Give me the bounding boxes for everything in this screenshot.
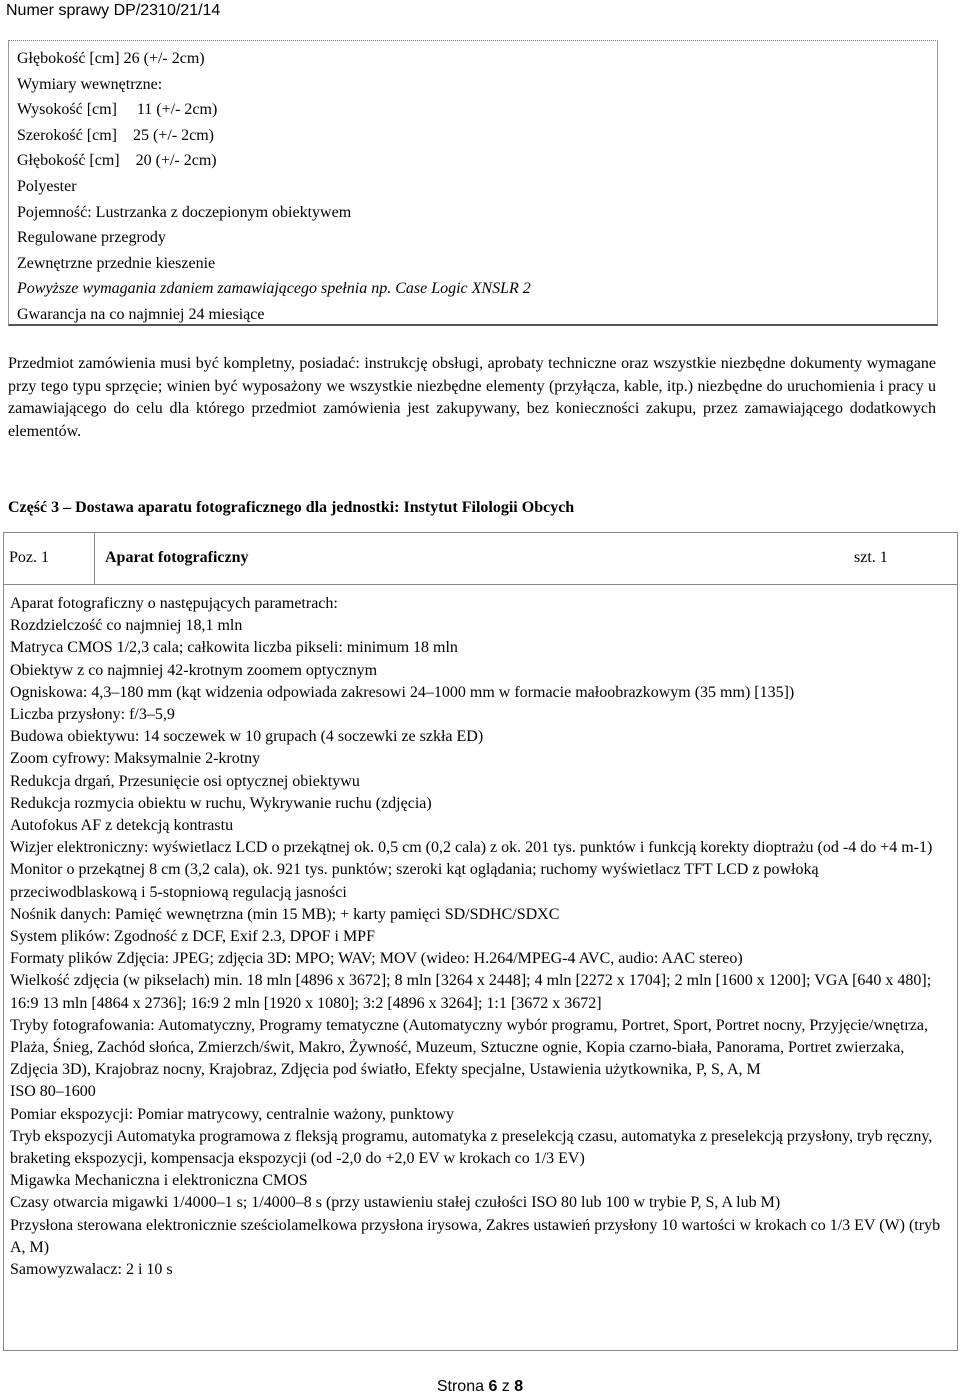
camera-spec-line: Autofokus AF z detekcją kontrastu <box>10 817 234 835</box>
position-quantity: szt. 1 <box>854 549 888 566</box>
camera-spec-line: Czasy otwarcia migawki 1/4000–1 s; 1/4000–8 s (przy ustawieniu stałej czułości ISO 80 lub 100 w trybie P, S, A lub M) <box>10 1194 781 1212</box>
camera-spec-line: Obiektyw z co najmniej 42-krotnym zoomem optycznym <box>10 661 378 679</box>
camera-spec-line: Przysłona sterowana elektronicznie sześciolamelkowa przysłona irysowa, Zakres ustawień przysłony 10 wartości w krokach co 1/3 EV (W) (tryb A, M) <box>10 1216 941 1256</box>
camera-spec-line: Redukcja drgań, Przesunięcie osi optycznej obiektywu <box>10 772 360 790</box>
camera-spec-line: Migawka Mechaniczna i elektroniczna CMOS <box>10 1172 308 1190</box>
page-of-label: z <box>501 1378 510 1395</box>
spec-line: Wymiary wewnętrzne: <box>17 75 163 93</box>
position-name: Aparat fotograficzny <box>105 549 249 566</box>
camera-spec-line: Rozdzielczość co najmniej 18,1 mln <box>10 617 243 635</box>
position-number: Poz. 1 <box>9 549 49 566</box>
warranty-line: Gwarancja na co najmniej 24 miesiące <box>17 305 265 323</box>
camera-spec-line: Tryb ekspozycji Automatyka programowa z fleksją programu, automatyka z preselekcją czasu, automatyka z preselekcją przysłony, tryb ręczny, braketing ekspozycji, kompensacja ekspozycji (od -2,0 do +2,0 EV w krokach co 1/3 EV) <box>10 1127 933 1168</box>
spec-line: Regulowane przegrody <box>17 229 166 247</box>
camera-spec-line: Monitor o przekątnej 8 cm (3,2 cala), ok. 921 tys. punktów; szeroki kąt oglądania; ruchomy wyświetlacz TFT LCD z powłoką przeciwodblaskową i 5-stopniową regulacją jasności <box>10 861 819 901</box>
camera-spec-line: Wielkość zdjęcia (w pikselach) min. 18 mln [4896 x 3672]; 8 mln [3264 x 2448]; 4 mln [2272 x 1704]; 2 mln [1600 x 1200]; VGA [640 x 480]; 16:9 13 mln [4864 x 2736]; 16:9 2 mln [1920 x 1080]; 3:2 [4896 x 3264]; 1:1 [3672 x 3672] <box>10 972 932 1012</box>
order-requirements-paragraph: Przedmiot zamówienia musi być kompletny, posiadać: instrukcję obsługi, aprobaty techniczne oraz wszystkie niezbędne dokumenty wymagane przy tego typu sprzęcie; winien być wyposażony we wszystkie niezbędne elementy (przyłącza, kable, itp.) niezbędne do uruchomienia i pracy u zamawiającego do celu dla którego przedmiot zamówienia jest zakupywany, bez konieczności zakupu, przez zamawiającego dodatkowych elementów. <box>8 355 936 440</box>
camera-spec-line: Samowyzwalacz: 2 i 10 s <box>10 1261 173 1279</box>
camera-spec-line: Aparat fotograficzny o następujących parametrach: <box>10 595 338 612</box>
spec-line: Pojemność: Lustrzanka z doczepionym obiektywem <box>17 203 352 221</box>
camera-spec-line: Matryca CMOS 1/2,3 cala; całkowita liczba pikseli: minimum 18 mln <box>10 639 458 657</box>
camera-spec-line: Formaty plików Zdjęcia: JPEG; zdjęcia 3D: MPO; WAV; MOV (wideo: H.264/MPEG-4 AVC, audio: AAC stereo) <box>10 950 743 968</box>
bag-spec-box <box>8 40 938 326</box>
page-label: Strona <box>436 1378 484 1395</box>
spec-line: Głębokość [cm] 20 (+/- 2cm) <box>17 152 217 170</box>
camera-spec-line: Wizjer elektroniczny: wyświetlacz LCD o przekątnej ok. 0,5 cm (0,2 cala) z ok. 201 tys. punktów i funkcją korekty dioptrażu (od -4 do +4 m-1) <box>10 839 933 857</box>
camera-spec-line: Liczba przysłony: f/3–5,9 <box>10 706 175 724</box>
camera-spec-line: Nośnik danych: Pamięć wewnętrzna (min 15 MB); + karty pamięci SD/SDHC/SDXC <box>10 905 560 923</box>
spec-line: Polyester <box>17 177 77 195</box>
example-product-line: Powyższe wymagania zdaniem zamawiającego spełnia np. Case Logic XNSLR 2 <box>17 280 531 298</box>
camera-spec-line: ISO 80–1600 <box>10 1083 96 1101</box>
current-page-number: 6 <box>488 1378 498 1395</box>
camera-spec-line: Budowa obiektywu: 14 soczewek w 10 grupach (4 soczewki ze szkła ED) <box>10 728 484 746</box>
case-number-header: Numer sprawy DP/2310/21/14 <box>6 2 221 19</box>
total-page-number: 8 <box>514 1378 524 1395</box>
section-title: Część 3 – Dostawa aparatu fotograficznego dla jednostki: Instytut Filologii Obcych <box>8 499 575 516</box>
spec-line: Głębokość [cm] 26 (+/- 2cm) <box>17 50 205 67</box>
camera-spec-line: Ogniskowa: 4,3–180 mm (kąt widzenia odpowiada zakresowi 24–1000 mm w formacie małoobrazkowym (35 mm) [135]) <box>10 683 795 701</box>
camera-spec-box <box>3 585 958 1351</box>
spec-line: Zewnętrzne przednie kieszenie <box>17 254 216 272</box>
position-number-cell <box>4 533 95 584</box>
camera-spec-line: Redukcja rozmycia obiektu w ruchu, Wykrywanie ruchu (zdjęcia) <box>10 794 432 812</box>
camera-spec-line: Zoom cyfrowy: Maksymalnie 2-krotny <box>10 750 261 768</box>
position-header-row <box>3 532 958 585</box>
spec-line: Szerokość [cm] 25 (+/- 2cm) <box>17 126 214 144</box>
camera-spec-lines <box>10 593 945 1281</box>
camera-spec-line: System plików: Zgodność z DCF, Exif 2.3, DPOF i MPF <box>10 928 375 946</box>
camera-spec-line: Tryby fotografowania: Automatyczny, Programy tematyczne (Automatyczny wybór programu, Portret, Sport, Portret nocny, Przyjęcie/wnętrza, Plaża, Śnieg, Zachód słońca, Zmierzch/świt, Makro, Żywność, Muzeum, Sztuczne ognie, Kopia czarno-biała, Panorama, Portret zwierzaka, Zdjęcia 3D), Krajobraz nocny, Krajobraz, Zdjęcia pod światło, Efekty specjalne, Ustawienia użytkownika, P, S, A, M <box>10 1016 928 1079</box>
camera-spec-line: Pomiar ekspozycji: Pomiar matrycowy, centralnie ważony, punktowy <box>10 1105 455 1123</box>
bag-spec-lines <box>17 46 531 328</box>
page-footer <box>0 1378 960 1396</box>
spec-line: Wysokość [cm] 11 (+/- 2cm) <box>17 101 218 119</box>
